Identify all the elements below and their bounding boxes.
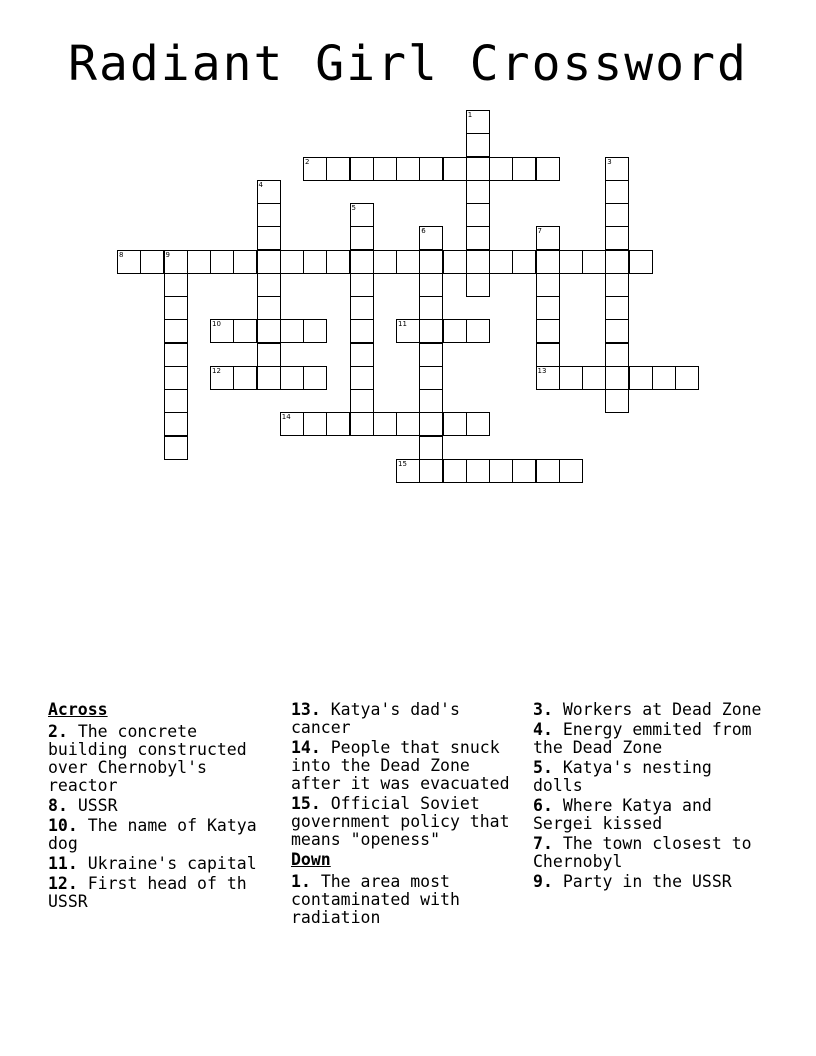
grid-cell[interactable] bbox=[187, 250, 211, 274]
grid-cell[interactable] bbox=[140, 250, 164, 274]
grid-cell[interactable] bbox=[257, 366, 281, 390]
grid-cell[interactable] bbox=[164, 366, 188, 390]
grid-cell[interactable] bbox=[326, 412, 350, 436]
grid-cell[interactable] bbox=[419, 366, 443, 390]
grid-cell[interactable] bbox=[210, 319, 234, 343]
grid-cell[interactable] bbox=[117, 250, 141, 274]
clue-across-12: 12. First head of th USSR bbox=[48, 874, 247, 911]
clue-down-7: 7. The town closest to Chernobyl bbox=[533, 834, 752, 871]
grid-cell[interactable] bbox=[396, 157, 420, 181]
grid-cell[interactable] bbox=[466, 157, 490, 181]
grid-cell[interactable] bbox=[350, 412, 374, 436]
grid-cell[interactable] bbox=[280, 250, 304, 274]
grid-cell[interactable] bbox=[419, 412, 443, 436]
grid-cell[interactable] bbox=[536, 366, 560, 390]
grid-cell[interactable] bbox=[536, 157, 560, 181]
grid-cell[interactable] bbox=[396, 459, 420, 483]
grid-cell[interactable] bbox=[512, 459, 536, 483]
grid-cell[interactable] bbox=[419, 459, 443, 483]
grid-cell[interactable] bbox=[303, 366, 327, 390]
grid-cell[interactable] bbox=[605, 343, 629, 367]
clue-number-11: 11 bbox=[398, 320, 407, 329]
clue-number-1: 1 bbox=[467, 111, 473, 119]
clue-across-10: 10. The name of Katya dog bbox=[48, 816, 257, 853]
grid-cell[interactable] bbox=[536, 319, 560, 343]
grid-cell[interactable] bbox=[303, 250, 327, 274]
grid-cell[interactable] bbox=[419, 273, 443, 297]
clue-down-3: 3. Workers at Dead Zone bbox=[533, 700, 762, 719]
grid-cell[interactable] bbox=[605, 389, 629, 413]
grid-cell[interactable] bbox=[419, 319, 443, 343]
grid-cell[interactable] bbox=[257, 180, 281, 204]
grid-cell[interactable] bbox=[466, 226, 490, 250]
grid-cell[interactable] bbox=[605, 203, 629, 227]
clue-across-8: 8. USSR bbox=[48, 796, 118, 815]
grid-cell[interactable] bbox=[605, 250, 629, 274]
grid-cell[interactable] bbox=[675, 366, 699, 390]
clue-number-15: 15 bbox=[398, 459, 407, 468]
grid-cell[interactable] bbox=[466, 133, 490, 157]
grid-cell[interactable] bbox=[233, 319, 257, 343]
grid-cell[interactable] bbox=[629, 250, 653, 274]
grid-cell[interactable] bbox=[466, 250, 490, 274]
grid-cell[interactable] bbox=[210, 366, 234, 390]
clue-number-7: 7 bbox=[537, 227, 542, 236]
grid-cell[interactable] bbox=[326, 250, 350, 274]
grid-cell[interactable] bbox=[536, 296, 560, 320]
grid-cell[interactable] bbox=[210, 250, 234, 274]
grid-cell[interactable] bbox=[605, 226, 629, 250]
grid-cell[interactable] bbox=[466, 459, 490, 483]
grid-cell[interactable] bbox=[280, 366, 304, 390]
grid-cell[interactable] bbox=[164, 412, 188, 436]
grid-cell[interactable] bbox=[466, 273, 490, 297]
grid-cell[interactable] bbox=[164, 436, 188, 460]
grid-cell[interactable] bbox=[350, 157, 374, 181]
grid-cell[interactable] bbox=[396, 412, 420, 436]
grid-cell[interactable] bbox=[373, 412, 397, 436]
grid-cell[interactable] bbox=[303, 157, 327, 181]
grid-cell[interactable] bbox=[629, 366, 653, 390]
grid-cell[interactable] bbox=[512, 250, 536, 274]
grid-cell[interactable] bbox=[466, 412, 490, 436]
grid-cell[interactable] bbox=[512, 157, 536, 181]
clues-column-1 bbox=[48, 701, 284, 913]
grid-cell[interactable] bbox=[396, 250, 420, 274]
grid-cell[interactable] bbox=[280, 319, 304, 343]
grid-cell[interactable] bbox=[257, 203, 281, 227]
grid-cell[interactable] bbox=[164, 250, 188, 274]
clue-across-2: 2. The concrete building constructed over Chernobyl's reactor bbox=[48, 722, 247, 795]
grid-cell[interactable] bbox=[326, 157, 350, 181]
clue-number-6: 6 bbox=[421, 227, 426, 236]
grid-cell[interactable] bbox=[605, 366, 629, 390]
grid-cell[interactable] bbox=[350, 319, 374, 343]
grid-cell[interactable] bbox=[466, 319, 490, 343]
grid-cell[interactable] bbox=[419, 343, 443, 367]
clue-number-4: 4 bbox=[258, 180, 263, 189]
grid-cell[interactable] bbox=[559, 250, 583, 274]
grid-cell[interactable] bbox=[559, 366, 583, 390]
grid-cell[interactable] bbox=[443, 250, 467, 274]
clue-number-3: 3 bbox=[607, 157, 612, 166]
grid-cell[interactable] bbox=[350, 296, 374, 320]
grid-cell[interactable] bbox=[257, 296, 281, 320]
grid-cell[interactable] bbox=[257, 319, 281, 343]
grid-cell[interactable] bbox=[489, 157, 513, 181]
grid-cell[interactable] bbox=[605, 273, 629, 297]
grid-cell[interactable] bbox=[350, 366, 374, 390]
clue-number-2: 2 bbox=[305, 157, 310, 166]
clue-down-4: 4. Energy emmited from the Dead Zone bbox=[533, 720, 752, 757]
grid-cell[interactable] bbox=[489, 250, 513, 274]
clue-number-14: 14 bbox=[281, 413, 291, 422]
grid-cell[interactable] bbox=[303, 319, 327, 343]
grid-cell[interactable] bbox=[536, 226, 560, 250]
clue-across-11: 11. Ukraine's capital bbox=[48, 854, 257, 873]
grid-cell[interactable] bbox=[605, 180, 629, 204]
grid-cell[interactable] bbox=[443, 319, 467, 343]
clue-across-14: 14. People that snuck into the Dead Zone after it was evacuated bbox=[291, 738, 510, 793]
grid-cell[interactable] bbox=[373, 157, 397, 181]
grid-cell[interactable] bbox=[164, 389, 188, 413]
clue-number-12: 12 bbox=[212, 366, 221, 375]
grid-cell[interactable] bbox=[443, 157, 467, 181]
grid-cell[interactable] bbox=[419, 389, 443, 413]
grid-cell[interactable] bbox=[350, 273, 374, 297]
grid-cell[interactable] bbox=[466, 110, 490, 134]
grid-cell[interactable] bbox=[443, 412, 467, 436]
grid-cell[interactable] bbox=[536, 250, 560, 274]
grid-cell[interactable] bbox=[257, 273, 281, 297]
clue-across-15: 15. Official Soviet government policy that means "openess" bbox=[291, 794, 510, 849]
grid-cell[interactable] bbox=[257, 343, 281, 367]
grid-cell[interactable] bbox=[257, 226, 281, 250]
grid-cell[interactable] bbox=[652, 366, 676, 390]
clue-number-5: 5 bbox=[351, 204, 356, 212]
grid-cell[interactable] bbox=[605, 296, 629, 320]
grid-cell[interactable] bbox=[419, 296, 443, 320]
grid-cell[interactable] bbox=[466, 180, 490, 204]
grid-cell[interactable] bbox=[303, 412, 327, 436]
crossword-grid bbox=[0, 0, 816, 500]
grid-cell[interactable] bbox=[559, 459, 583, 483]
grid-cell[interactable] bbox=[350, 203, 374, 227]
grid-cell[interactable] bbox=[257, 250, 281, 274]
grid-cell[interactable] bbox=[443, 459, 467, 483]
clue-number-8: 8 bbox=[119, 250, 124, 259]
clue-number-10: 10 bbox=[212, 320, 221, 329]
grid-cell[interactable] bbox=[164, 319, 188, 343]
grid-cell[interactable] bbox=[489, 459, 513, 483]
clue-down-5: 5. Katya's nesting dolls bbox=[533, 758, 712, 795]
grid-cell[interactable] bbox=[466, 203, 490, 227]
grid-cell[interactable] bbox=[164, 343, 188, 367]
grid-cell[interactable] bbox=[350, 250, 374, 274]
grid-cell[interactable] bbox=[350, 226, 374, 250]
clue-number-13: 13 bbox=[537, 366, 547, 375]
grid-cell[interactable] bbox=[280, 412, 304, 436]
grid-cell[interactable] bbox=[350, 389, 374, 413]
down-heading: Down bbox=[291, 850, 331, 869]
grid-cell[interactable] bbox=[373, 250, 397, 274]
grid-cell[interactable] bbox=[164, 296, 188, 320]
grid-cell[interactable] bbox=[536, 459, 560, 483]
grid-cell[interactable] bbox=[233, 366, 257, 390]
grid-cell[interactable] bbox=[536, 343, 560, 367]
clues-column-3 bbox=[533, 701, 769, 893]
grid-cell[interactable] bbox=[605, 319, 629, 343]
grid-cell[interactable] bbox=[164, 273, 188, 297]
grid-cell[interactable] bbox=[350, 343, 374, 367]
grid-cell[interactable] bbox=[582, 250, 606, 274]
clue-down-9: 9. Party in the USSR bbox=[533, 872, 732, 891]
grid-cell[interactable] bbox=[536, 273, 560, 297]
clue-down-6: 6. Where Katya and Sergei kissed bbox=[533, 796, 712, 833]
clue-number-9: 9 bbox=[165, 250, 170, 259]
grid-cell[interactable] bbox=[582, 366, 606, 390]
clues-column-2 bbox=[291, 701, 527, 929]
grid-cell[interactable] bbox=[419, 157, 443, 181]
grid-cell[interactable] bbox=[419, 226, 443, 250]
clue-across-13: 13. Katya's dad's cancer bbox=[291, 700, 460, 737]
grid-cell[interactable] bbox=[233, 250, 257, 274]
grid-cell[interactable] bbox=[419, 436, 443, 460]
clue-down-1: 1. The area most contaminated with radiation bbox=[291, 872, 460, 927]
grid-cell[interactable] bbox=[396, 319, 420, 343]
page-title: Radiant Girl Crossword bbox=[68, 36, 748, 92]
grid-cell[interactable] bbox=[605, 157, 629, 181]
across-heading: Across bbox=[48, 700, 108, 719]
grid-cell[interactable] bbox=[419, 250, 443, 274]
